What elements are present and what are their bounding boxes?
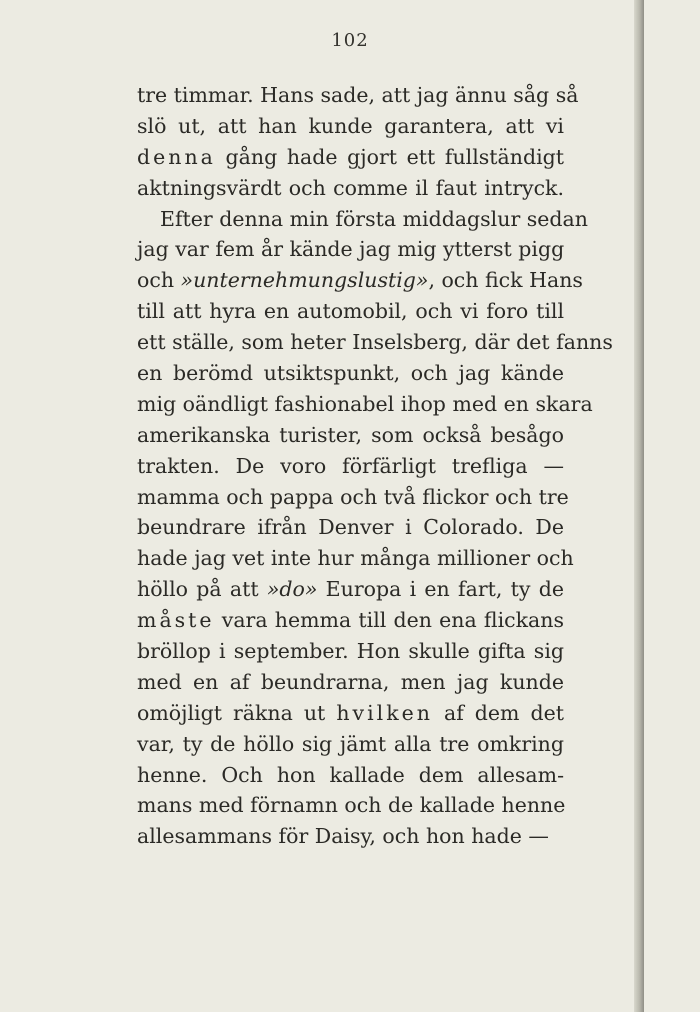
text-line: allesammans för Daisy, och hon hade — — [137, 824, 549, 849]
page-edge-shadow — [634, 0, 644, 1012]
text-line: mans med förnamn och de kallade henne — [137, 793, 566, 818]
italic-word: »do» — [266, 577, 318, 602]
text-line: aktningsvärdt och comme il faut intryck. — [137, 175, 564, 200]
text-line: mamma och pappa och två flickor och tre — [137, 484, 569, 509]
text-line: jag var fem år kände jag mig ytterst pigg — [137, 237, 565, 262]
text-line: till att hyra en automobil, och vi foro till — [137, 299, 564, 324]
text-line: tre timmar. Hans sade, att jag ännu såg så — [137, 83, 579, 107]
text-line: denna gång hade gjort ett fullständigt — [137, 144, 564, 169]
text-line: ett ställe, som heter Inselsberg, där det fanns — [137, 330, 613, 355]
spaced-word: denna — [137, 144, 216, 169]
text-line: med en af beundrarna, men jag kunde — [137, 669, 564, 694]
italic-word: »unternehmungslustig» — [180, 268, 429, 293]
text-line: omöjligt räkna ut hvilken af dem det — [137, 700, 565, 725]
text-line: hade jag vet inte hur många millioner och — [137, 546, 574, 571]
text-line: beundrare ifrån Denver i Colorado. De — [137, 515, 564, 540]
text-line: slö ut, att han kunde garantera, att vi — [137, 113, 564, 138]
paragraph-start-line: Efter denna min första middagslur sedan — [160, 206, 588, 231]
page-number: 102 — [331, 30, 369, 51]
text-line: var, ty de höllo sig jämt alla tre omkring — [137, 731, 564, 756]
spaced-word: måste — [137, 608, 215, 633]
text-line: bröllop i september. Hon skulle gifta sig — [137, 639, 564, 664]
text-line: mig oändligt fashionabel ihop med en skara — [137, 391, 593, 416]
text-line: amerikanska turister, som också besågo — [137, 422, 564, 447]
text-line: och »unternehmungslustig», och fick Hans — [137, 268, 583, 293]
text-line: henne. Och hon kallade dem allesam- — [137, 762, 564, 787]
spaced-word: hvilken — [336, 700, 433, 725]
text-line: en berömd utsiktspunkt, och jag kände — [137, 361, 564, 386]
text-line: trakten. De voro förfärligt trefliga — — [137, 453, 564, 478]
text-line: höllo på att »do» Europa i en fart, ty de — [137, 577, 564, 602]
body-text — [137, 80, 613, 852]
text-line: måste vara hemma till den ena flickans — [137, 608, 564, 633]
